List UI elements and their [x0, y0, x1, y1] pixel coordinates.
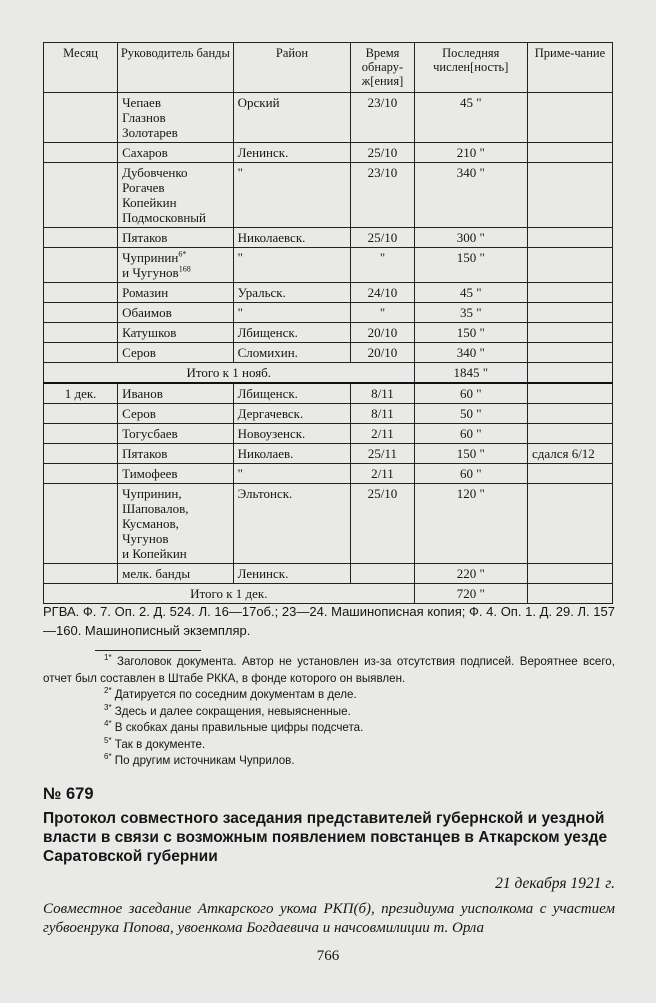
- cell-district: Новоузенск.: [233, 424, 351, 444]
- cell-month: [44, 283, 118, 303]
- cell-month: [44, 248, 118, 283]
- cell-month: [44, 484, 118, 564]
- footnote-text: Так в документе.: [114, 737, 206, 751]
- cell-count: 45 ": [414, 283, 527, 303]
- leader-name-text: Глазнов: [122, 110, 166, 125]
- cell-district: Эльтонск.: [233, 484, 351, 564]
- table-row: [44, 93, 613, 143]
- cell-leader: [118, 424, 234, 444]
- cell-time: 20/10: [351, 323, 414, 343]
- leader-name-text: Шаповалов,: [122, 501, 189, 516]
- table-row: [44, 303, 613, 323]
- footnote: $^{1*}$ Заголовок документа. Автор не установлен из-за отсутствия подписей. Вероятнее всего, отчет был составлен в Штабе РККА, в фонде которого он выявлен.: [43, 653, 615, 685]
- cell-leader: [118, 484, 234, 564]
- cell-count: 35 ": [414, 303, 527, 323]
- cell-month: [44, 444, 118, 464]
- cell-leader: [118, 564, 234, 584]
- leader-name-text: и Чугунов: [122, 265, 179, 280]
- leader-name: [122, 145, 229, 160]
- table-body-december: [44, 383, 613, 584]
- leader-name-text: Обаимов: [122, 305, 172, 320]
- cell-note: [527, 464, 612, 484]
- cell-note: [527, 143, 612, 163]
- cell-count: 120 ": [414, 484, 527, 564]
- cell-time: ": [351, 248, 414, 283]
- cell-district: ": [233, 163, 351, 228]
- table-total-november: [44, 363, 613, 384]
- leader-name-text: Подмосковный: [122, 210, 206, 225]
- leader-name: [122, 125, 229, 140]
- cell-time: [351, 564, 414, 584]
- cell-count: 300 ": [414, 228, 527, 248]
- leader-name-text: Чупринин: [122, 250, 179, 265]
- leader-name: [122, 516, 229, 531]
- cell-count: 340 ": [414, 343, 527, 363]
- footnote: $^{5*}$ Так в документе.: [104, 735, 206, 751]
- cell-leader: [118, 444, 234, 464]
- leader-name-text: Дубовченко: [122, 165, 188, 180]
- cell-district: Лбищенск.: [233, 323, 351, 343]
- leader-name-text: Иванов: [122, 386, 163, 401]
- table-row-total-december: [44, 584, 613, 604]
- leader-name: [122, 195, 229, 210]
- cell-district: Ленинск.: [233, 564, 351, 584]
- cell-month: [44, 404, 118, 424]
- cell-count: 150 ": [414, 444, 527, 464]
- header-note: Приме-чание: [527, 43, 612, 93]
- leader-name: [122, 285, 229, 300]
- cell-note: [527, 283, 612, 303]
- table-row: [44, 228, 613, 248]
- cell-count: 60 ": [414, 383, 527, 404]
- footnote-text: Заголовок документа. Автор не установлен из-за отсутствия подписей. Вероятнее всего, отчет был составлен в Штабе РККА, в фонде которого он выявлен.: [43, 655, 615, 685]
- cell-count: 150 ": [414, 323, 527, 343]
- cell-leader: [118, 248, 234, 283]
- cell-note: [527, 93, 612, 143]
- cell-district: Сломихин.: [233, 343, 351, 363]
- leader-name-text: Рогачев: [122, 180, 165, 195]
- total-november-note: [527, 363, 612, 384]
- document-date: 21 декабря 1921 г.: [495, 875, 615, 892]
- table-row: [44, 383, 613, 404]
- cell-leader: [118, 343, 234, 363]
- cell-leader: [118, 283, 234, 303]
- cell-time: 8/11: [351, 383, 414, 404]
- table-row: [44, 564, 613, 584]
- cell-note: [527, 484, 612, 564]
- cell-count: 210 ": [414, 143, 527, 163]
- footnote-text: Датируется по соседним документам в деле.: [114, 688, 357, 701]
- table-row: [44, 248, 613, 283]
- cell-note: [527, 404, 612, 424]
- cell-time: 20/10: [351, 343, 414, 363]
- leader-name-text: и Копейкин: [122, 546, 187, 561]
- leader-name: [122, 386, 229, 401]
- cell-time: 2/11: [351, 424, 414, 444]
- table-row: [44, 484, 613, 564]
- cell-time: 25/10: [351, 484, 414, 564]
- cell-district: Ленинск.: [233, 143, 351, 163]
- total-december-label: Итого к 1 дек.: [44, 584, 415, 604]
- page-number: 766: [316, 948, 340, 964]
- document-number: № 679: [43, 785, 94, 803]
- leader-name: [122, 210, 229, 225]
- cell-month: [44, 303, 118, 323]
- leader-name: [122, 305, 229, 320]
- cell-count: 50 ": [414, 404, 527, 424]
- leader-name-text: Тимофеев: [122, 466, 178, 481]
- cell-month: [44, 93, 118, 143]
- bands-table: [43, 42, 613, 604]
- footnote-text: По другим источникам Чуприлов.: [114, 754, 295, 767]
- cell-count: 220 ": [414, 564, 527, 584]
- leader-name-text: Серов: [122, 345, 156, 360]
- table-row: [44, 464, 613, 484]
- footnote-ref: 168: [178, 264, 191, 274]
- total-november-label: Итого к 1 нояб.: [44, 363, 415, 384]
- table-row: [44, 143, 613, 163]
- cell-note: [527, 303, 612, 323]
- leader-name: [122, 486, 229, 501]
- cell-month: [44, 163, 118, 228]
- table-body-november: [44, 93, 613, 363]
- cell-count: 60 ": [414, 464, 527, 484]
- table-row: [44, 163, 613, 228]
- footnote-text: В скобках даны правильные цифры подсчета.: [114, 721, 364, 734]
- leader-name-text: мелк. банды: [122, 566, 191, 581]
- leader-name-text: Чугунов: [122, 531, 169, 546]
- table-row: [44, 283, 613, 303]
- cell-leader: [118, 383, 234, 404]
- footnote: $^{6*}$ По другим источникам Чуприлов.: [104, 752, 295, 767]
- leader-name-text: Тогусбаев: [122, 426, 178, 441]
- cell-time: 23/10: [351, 93, 414, 143]
- footnote-text: Здесь и далее сокращения, невыясненные.: [114, 704, 351, 718]
- cell-leader: [118, 323, 234, 343]
- leader-name: [122, 345, 229, 360]
- cell-count: 60 ": [414, 424, 527, 444]
- leader-name: [122, 265, 229, 280]
- leader-name-text: Пятаков: [122, 230, 168, 245]
- leader-name-text: Чупринин,: [122, 486, 182, 501]
- header-month: Месяц: [44, 43, 118, 93]
- leader-name-text: Пятаков: [122, 446, 168, 461]
- cell-note: [527, 424, 612, 444]
- leader-name: [122, 466, 229, 481]
- table-row-total-november: [44, 363, 613, 384]
- leader-name: [122, 446, 229, 461]
- cell-district: Орский: [233, 93, 351, 143]
- cell-time: 8/11: [351, 404, 414, 424]
- cell-count: 45 ": [414, 93, 527, 143]
- cell-month: [44, 424, 118, 444]
- header-district: Район: [233, 43, 351, 93]
- cell-month: [44, 323, 118, 343]
- cell-time: 25/10: [351, 143, 414, 163]
- cell-leader: [118, 404, 234, 424]
- cell-leader: [118, 143, 234, 163]
- leader-name-text: Чепаев: [122, 95, 161, 110]
- header-count: Последняя числен[ность]: [414, 43, 527, 93]
- total-december-note: [527, 584, 612, 604]
- leader-name-text: Катушков: [122, 325, 177, 340]
- cell-count: 340 ": [414, 163, 527, 228]
- cell-note: [527, 383, 612, 404]
- document-intro: Совместное заседание Аткарского укома РКП(б), президиума уисполкома с участием губвоенрука Попова, увоенкома Богдаевича и начсовмилиции т. Орла: [43, 901, 615, 936]
- footnote: $^{4*}$ В скобках даны правильные цифры подсчета.: [104, 719, 364, 734]
- cell-leader: [118, 464, 234, 484]
- cell-district: Николаевск.: [233, 228, 351, 248]
- cell-month: [44, 143, 118, 163]
- cell-month: [44, 564, 118, 584]
- table-row: [44, 343, 613, 363]
- leader-name: [122, 406, 229, 421]
- leader-name: [122, 110, 229, 125]
- header-time: Время обнару-ж[ения]: [351, 43, 414, 93]
- header-leader: Руководитель банды: [118, 43, 234, 93]
- cell-district: ": [233, 248, 351, 283]
- table-row: [44, 444, 613, 464]
- cell-time: 25/11: [351, 444, 414, 464]
- cell-time: 23/10: [351, 163, 414, 228]
- leader-name: [122, 501, 229, 516]
- cell-note: [527, 564, 612, 584]
- leader-name: [122, 546, 229, 561]
- leader-name: [122, 426, 229, 441]
- cell-note: [527, 343, 612, 363]
- cell-month: [44, 464, 118, 484]
- cell-month: [44, 228, 118, 248]
- leader-name: [122, 566, 229, 581]
- cell-note: [527, 163, 612, 228]
- cell-month: 1 дек.: [44, 383, 118, 404]
- cell-month: [44, 343, 118, 363]
- cell-district: Николаев.: [233, 444, 351, 464]
- document-title: Протокол совместного заседания представителей губернской и уездной власти в связи с возможным появлением повстанцев в Аткарском уезде Саратовской губернии: [43, 810, 608, 865]
- footnote-rule: [95, 650, 201, 651]
- cell-note: [527, 323, 612, 343]
- table-header-row: [44, 43, 613, 93]
- cell-district: Лбищенск.: [233, 383, 351, 404]
- table-total-december: [44, 584, 613, 604]
- leader-name: [122, 95, 229, 110]
- cell-note: [527, 228, 612, 248]
- cell-note: сдался 6/12: [527, 444, 612, 464]
- footnotes: [43, 654, 615, 770]
- total-december-count: 720 ": [414, 584, 527, 604]
- cell-time: 25/10: [351, 228, 414, 248]
- leader-name: [122, 325, 229, 340]
- cell-time: ": [351, 303, 414, 323]
- cell-time: 2/11: [351, 464, 414, 484]
- cell-leader: [118, 303, 234, 323]
- archive-source: РГВА. Ф. 7. Оп. 2. Д. 524. Л. 16—17об.; 23—24. Машинописная копия; Ф. 4. Оп. 1. Д. 29. Л. 157—160. Машинописный экземпляр.: [43, 604, 615, 638]
- leader-name: [122, 165, 229, 180]
- leader-name: [122, 230, 229, 245]
- leader-name: [122, 180, 229, 195]
- cell-leader: [118, 93, 234, 143]
- leader-name-text: Кусманов,: [122, 516, 179, 531]
- cell-district: ": [233, 464, 351, 484]
- table-row: [44, 404, 613, 424]
- table-row: [44, 424, 613, 444]
- cell-leader: [118, 228, 234, 248]
- cell-district: Уральск.: [233, 283, 351, 303]
- leader-name: [122, 250, 229, 265]
- cell-leader: [118, 163, 234, 228]
- leader-name-text: Ромазин: [122, 285, 169, 300]
- leader-name-text: Сахаров: [122, 145, 168, 160]
- leader-name-text: Копейкин: [122, 195, 177, 210]
- cell-count: 150 ": [414, 248, 527, 283]
- cell-district: Дергачевск.: [233, 404, 351, 424]
- leader-name: [122, 531, 229, 546]
- leader-name-text: Серов: [122, 406, 156, 421]
- leader-name-text: Золотарев: [122, 125, 178, 140]
- footnote: $^{2*}$ Датируется по соседним документам в деле.: [104, 686, 357, 701]
- cell-district: ": [233, 303, 351, 323]
- cell-note: [527, 248, 612, 283]
- footnote: $^{3*}$ Здесь и далее сокращения, невыясненные.: [104, 702, 351, 718]
- total-november-count: 1845 ": [414, 363, 527, 384]
- footnote-ref: 6*: [178, 249, 187, 259]
- table-row: [44, 323, 613, 343]
- cell-time: 24/10: [351, 283, 414, 303]
